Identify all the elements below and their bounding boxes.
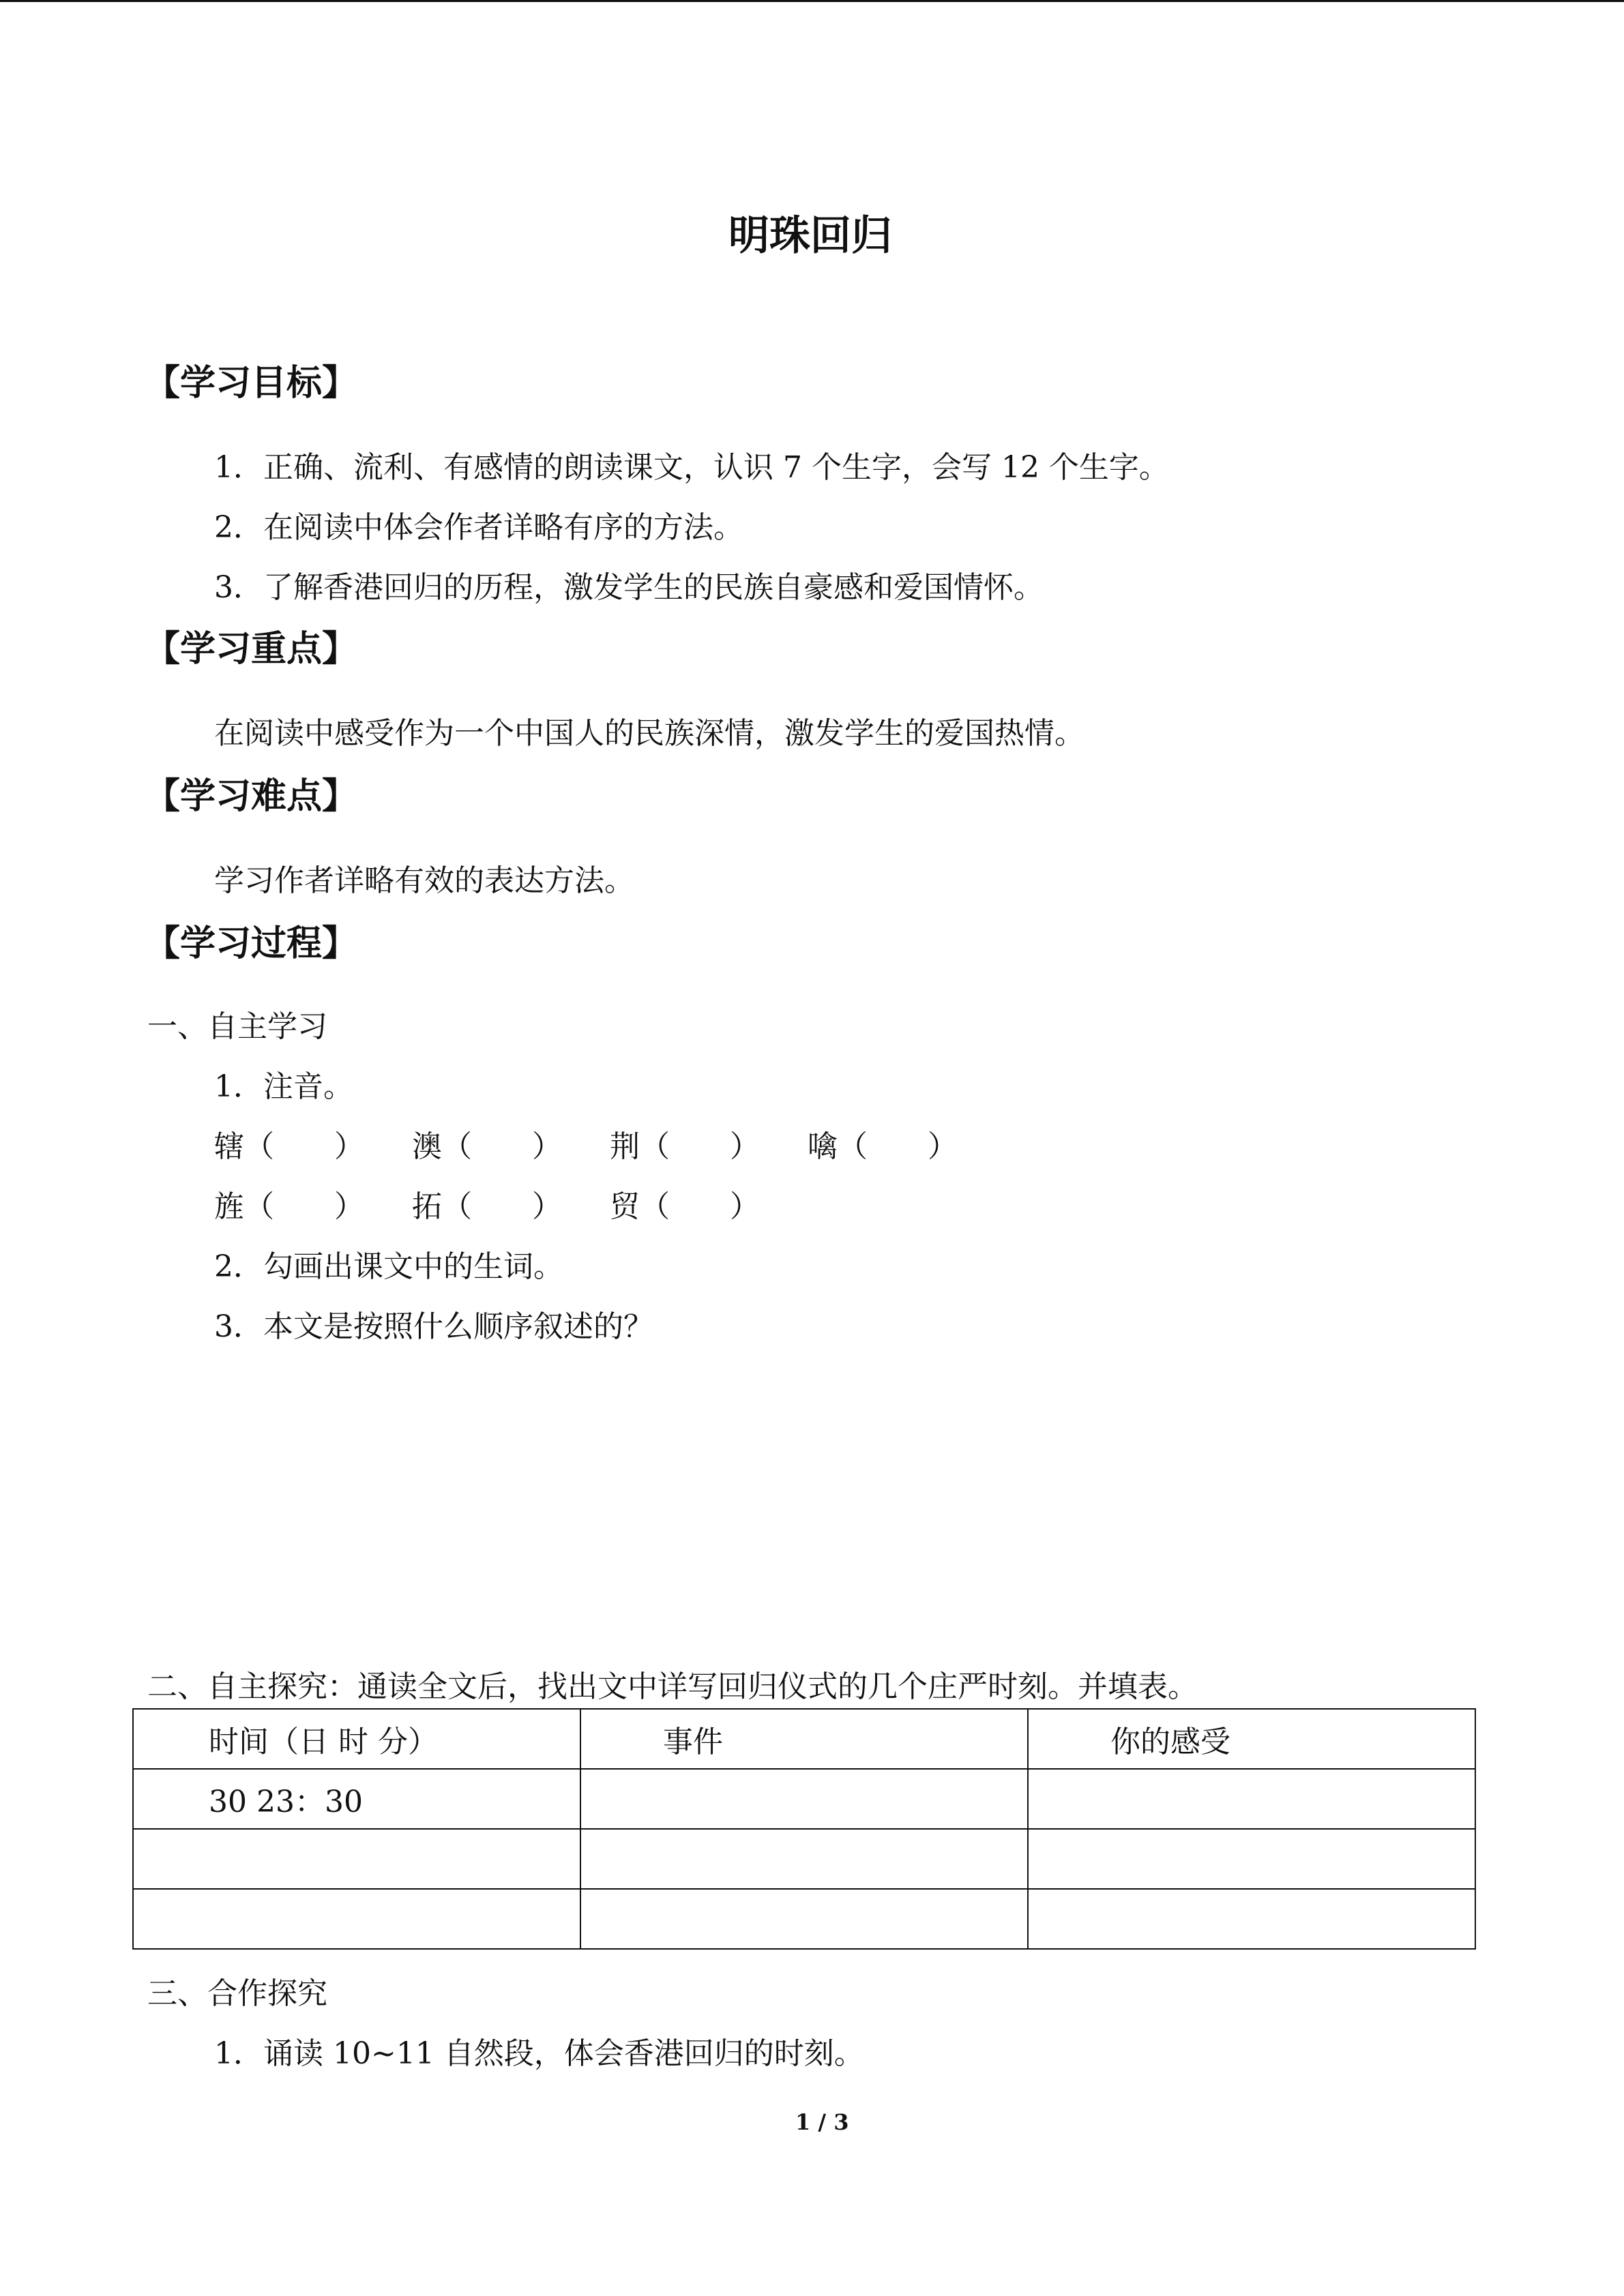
pinyin-item: 旌（ ）	[214, 1189, 364, 1224]
table-cell[interactable]	[1028, 1769, 1475, 1829]
difficulty-text: 学习作者详略有效的表达方法。	[214, 863, 634, 898]
table-cell[interactable]	[1028, 1889, 1475, 1949]
table-header-time: 时间（日 时 分）	[133, 1709, 580, 1769]
table-cell[interactable]	[580, 1829, 1028, 1889]
pinyin-item: 澳（ ）	[412, 1129, 562, 1164]
pinyin-item: 拓（ ）	[412, 1189, 562, 1224]
section-heading-goals: 【学习目标】	[145, 363, 358, 404]
goal-item-1: 1．正确、流利、有感情的朗读课文，认识 7 个生字，会写 12 个生字。	[214, 450, 1169, 485]
pinyin-row-1	[214, 1128, 1005, 1166]
focus-text: 在阅读中感受作为一个中国人的民族深情，激发学生的爱国热情。	[214, 716, 1084, 751]
table-cell[interactable]	[1028, 1829, 1475, 1889]
goal-item-2: 2．在阅读中体会作者详略有序的方法。	[214, 510, 743, 545]
part1-question-3: 3．本文是按照什么顺序叙述的？	[214, 1309, 653, 1344]
table-cell[interactable]	[580, 1889, 1028, 1949]
table-cell[interactable]: 30 23：30	[133, 1769, 580, 1829]
section-heading-process: 【学习过程】	[145, 923, 358, 964]
goal-item-3: 3．了解香港回归的历程，激发学生的民族自豪感和爱国情怀。	[214, 570, 1044, 605]
pinyin-item: 噙（ ）	[808, 1129, 958, 1164]
events-table	[132, 1708, 1476, 1950]
section-heading-difficulty: 【学习难点】	[145, 776, 358, 817]
table-row	[133, 1829, 1475, 1889]
table-cell[interactable]	[580, 1769, 1028, 1829]
pinyin-item: 辖（ ）	[214, 1129, 364, 1164]
part1-question-2: 2．勾画出课文中的生词。	[214, 1249, 563, 1284]
page-title: 明珠回归	[728, 212, 892, 260]
page-number: 1 / 3	[795, 2109, 849, 2135]
table-header-event: 事件	[580, 1709, 1028, 1769]
top-border-line	[0, 0, 1624, 2]
table-row	[133, 1769, 1475, 1829]
pinyin-item: 贸（ ）	[610, 1189, 760, 1224]
pinyin-row-2	[214, 1188, 808, 1226]
table-header-row	[133, 1709, 1475, 1769]
table-cell[interactable]	[133, 1889, 580, 1949]
part3-heading: 三、合作探究	[147, 1976, 327, 2011]
part1-question-1: 1．注音。	[214, 1069, 353, 1104]
part1-heading: 一、自主学习	[147, 1009, 327, 1044]
table-cell[interactable]	[133, 1829, 580, 1889]
pinyin-item: 荆（ ）	[610, 1129, 760, 1164]
table-row	[133, 1889, 1475, 1949]
part3-question-1: 1．诵读 10~11 自然段，体会香港回归的时刻。	[214, 2036, 864, 2071]
part2-heading: 二、自主探究：通读全文后，找出文中详写回归仪式的几个庄严时刻。并填表。	[147, 1669, 1198, 1704]
table-header-feeling: 你的感受	[1028, 1709, 1475, 1769]
section-heading-focus: 【学习重点】	[145, 629, 358, 670]
